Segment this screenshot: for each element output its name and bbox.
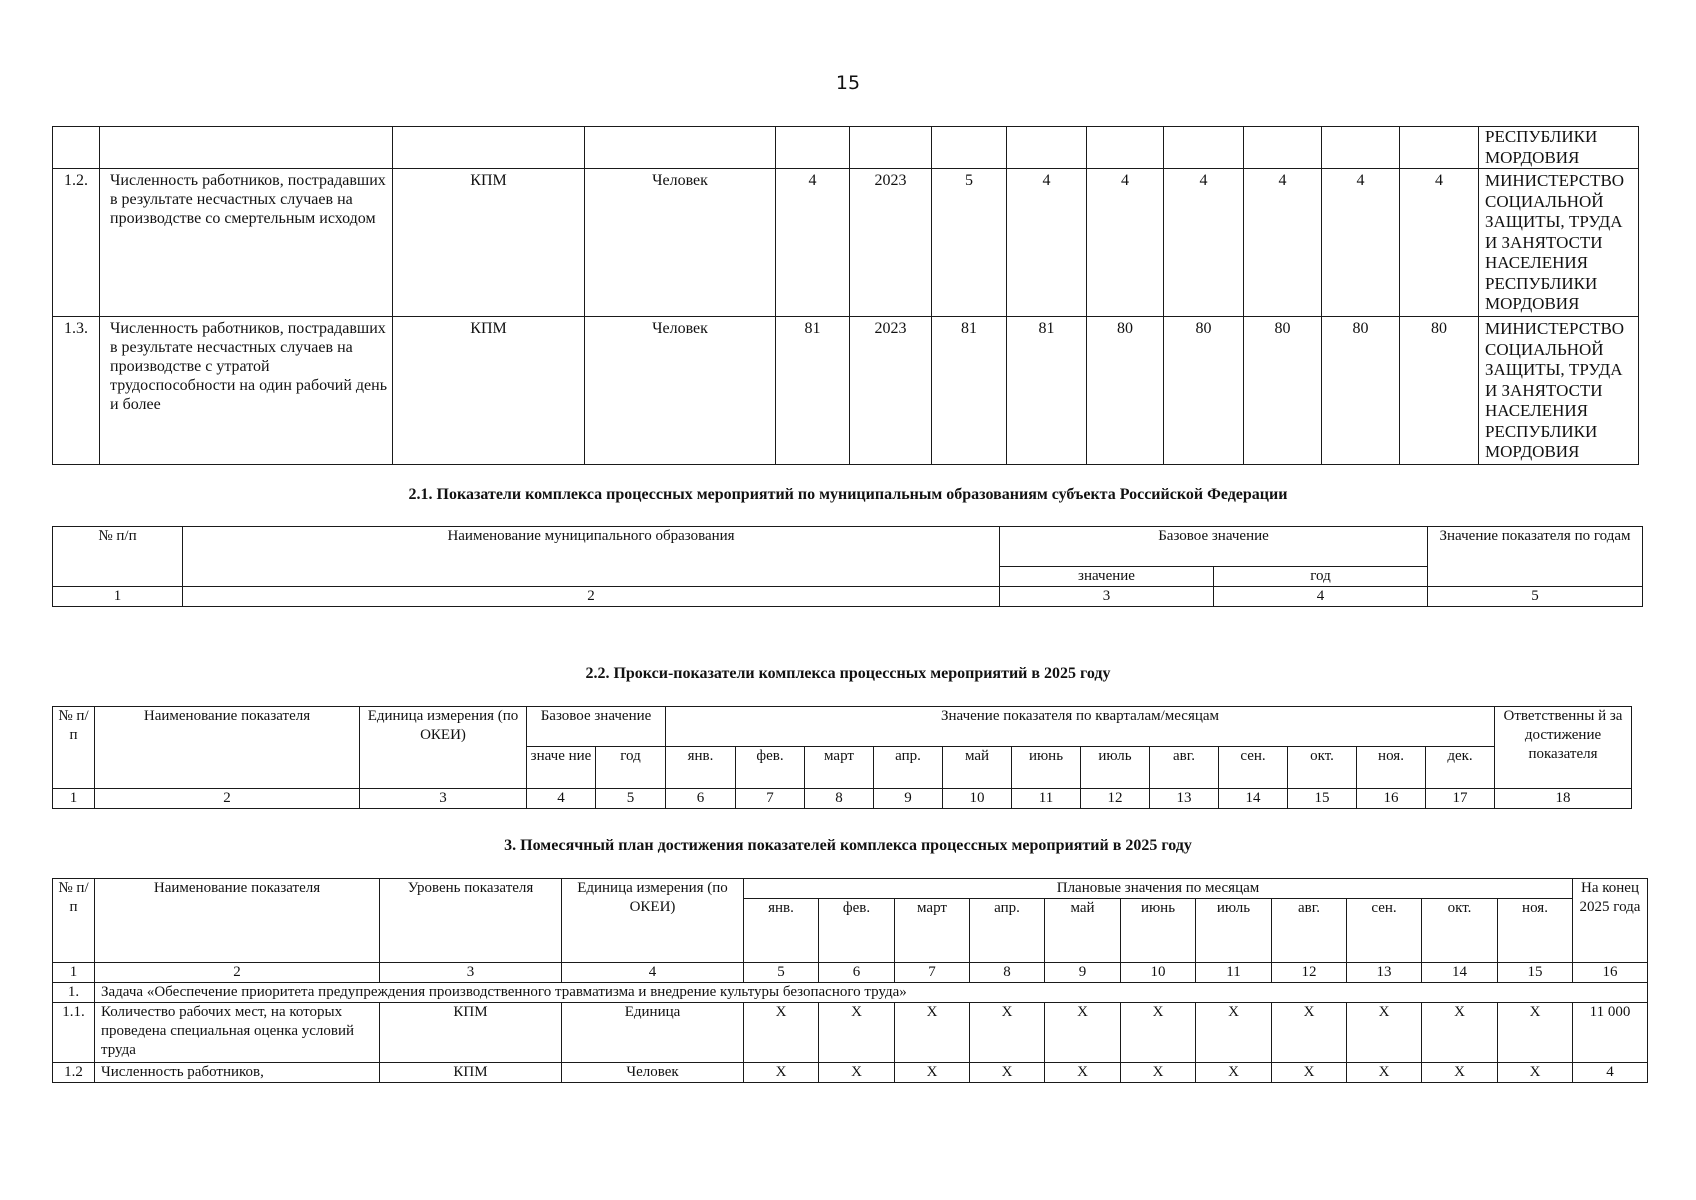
- header-level: Уровень показателя: [380, 879, 562, 963]
- header-end-of-year: На конец 2025 года: [1573, 879, 1648, 963]
- base-year: 2023: [850, 317, 932, 465]
- month-value: X: [744, 1063, 819, 1083]
- column-number: 3: [380, 963, 562, 983]
- header-plan-by-months: Плановые значения по месяцам: [744, 879, 1573, 899]
- header-responsible: Ответственны й за достижение показателя: [1495, 707, 1632, 789]
- year-value: 80: [1322, 317, 1400, 465]
- section-3-title: 3. Помесячный план достижения показателей комплекса процессных мероприятий в 2025 году: [504, 837, 1192, 854]
- header-base-value: Базовое значение: [1000, 527, 1428, 567]
- header-month: фев.: [736, 747, 805, 789]
- header-month: ноя.: [1498, 899, 1573, 963]
- table-row: [53, 1063, 1648, 1083]
- header-month: янв.: [744, 899, 819, 963]
- header-month: сен.: [1219, 747, 1288, 789]
- column-number: 17: [1426, 789, 1495, 809]
- header-month: окт.: [1288, 747, 1357, 789]
- column-number: 15: [1498, 963, 1573, 983]
- end-of-year-value: 11 000: [1573, 1003, 1648, 1063]
- header-month: авг.: [1150, 747, 1219, 789]
- year-value: 80: [1400, 317, 1479, 465]
- header-month: июль: [1081, 747, 1150, 789]
- year-value: 4: [1164, 169, 1244, 317]
- row-number: 1.2: [53, 1063, 95, 1083]
- column-number: 3: [1000, 587, 1214, 607]
- year-value: 80: [1087, 317, 1164, 465]
- header-value: значе ние: [527, 747, 596, 789]
- column-number: 14: [1422, 963, 1498, 983]
- month-value: X: [1121, 1003, 1196, 1063]
- indicator-level: КПМ: [380, 1063, 562, 1083]
- proxy-indicators-table: [52, 706, 1632, 809]
- header-month: июнь: [1121, 899, 1196, 963]
- indicator-unit: Человек: [585, 317, 776, 465]
- task-row: [53, 983, 1648, 1003]
- table-row: [53, 317, 1639, 465]
- column-numbers-row: [53, 587, 1643, 607]
- column-number: 16: [1573, 963, 1648, 983]
- base-value: 81: [776, 317, 850, 465]
- year-value: 4: [1400, 169, 1479, 317]
- indicator-unit: Единица: [562, 1003, 744, 1063]
- header-month: ноя.: [1357, 747, 1426, 789]
- month-value: X: [744, 1003, 819, 1063]
- header-year: год: [1214, 567, 1428, 587]
- month-value: X: [819, 1003, 895, 1063]
- indicator-level: КПМ: [393, 169, 585, 317]
- indicator-unit: Человек: [562, 1063, 744, 1083]
- base-year: 2023: [850, 169, 932, 317]
- header-values-by-years: Значение показателя по годам: [1428, 527, 1643, 587]
- column-number: 2: [95, 963, 380, 983]
- column-number: 4: [1214, 587, 1428, 607]
- indicator-name: Количество рабочих мест, на которых проведена специальная оценка условий труда: [95, 1003, 380, 1063]
- header-month: фев.: [819, 899, 895, 963]
- indicator-level: КПМ: [380, 1003, 562, 1063]
- header-unit: Единица измерения (по ОКЕИ): [360, 707, 527, 789]
- month-value: X: [1045, 1003, 1121, 1063]
- column-number: 7: [736, 789, 805, 809]
- column-number: 6: [666, 789, 736, 809]
- header-month: июнь: [1012, 747, 1081, 789]
- column-number: 12: [1272, 963, 1347, 983]
- header-month: апр.: [970, 899, 1045, 963]
- header-municipality: Наименование муниципального образования: [183, 527, 1000, 587]
- month-value: X: [1121, 1063, 1196, 1083]
- header-num: № п/п: [53, 527, 183, 587]
- column-number: 5: [596, 789, 666, 809]
- column-number: 11: [1012, 789, 1081, 809]
- header-month: март: [805, 747, 874, 789]
- month-value: X: [970, 1003, 1045, 1063]
- column-numbers-row: [53, 963, 1648, 983]
- year-value: 4: [1007, 169, 1087, 317]
- continued-responsible: РЕСПУБЛИКИ МОРДОВИЯ: [1479, 127, 1639, 169]
- header-base-value: Базовое значение: [527, 707, 666, 747]
- column-number: 1: [53, 587, 183, 607]
- month-value: X: [1272, 1003, 1347, 1063]
- header-indicator-name: Наименование показателя: [95, 707, 360, 789]
- indicator-name: Численность работников,: [95, 1063, 380, 1083]
- header-unit: Единица измерения (по ОКЕИ): [562, 879, 744, 963]
- header-value: значение: [1000, 567, 1214, 587]
- month-value: X: [1196, 1003, 1272, 1063]
- column-number: 3: [360, 789, 527, 809]
- section-2-1-title: 2.1. Показатели комплекса процессных мероприятий по муниципальным образованиям субъекта Российской Федерации: [408, 486, 1288, 503]
- month-value: X: [970, 1063, 1045, 1083]
- column-number: 8: [805, 789, 874, 809]
- month-value: X: [1347, 1003, 1422, 1063]
- column-number: 15: [1288, 789, 1357, 809]
- indicator-unit: Человек: [585, 169, 776, 317]
- column-number: 9: [1045, 963, 1121, 983]
- header-month: дек.: [1426, 747, 1495, 789]
- section-2-2-title: 2.2. Прокси-показатели комплекса процессных мероприятий в 2025 году: [585, 665, 1111, 682]
- continued-row: [53, 127, 1639, 169]
- column-numbers-row: [53, 789, 1632, 809]
- year-value: 4: [1244, 169, 1322, 317]
- header-month: май: [943, 747, 1012, 789]
- responsible: МИНИСТЕРСТВО СОЦИАЛЬНОЙ ЗАЩИТЫ, ТРУДА И ЗАНЯТОСТИ НАСЕЛЕНИЯ РЕСПУБЛИКИ МОРДОВИЯ: [1479, 169, 1639, 317]
- year-value: 80: [1164, 317, 1244, 465]
- header-num: № п/ п: [53, 879, 95, 963]
- column-number: 2: [95, 789, 360, 809]
- month-value: X: [1498, 1063, 1573, 1083]
- column-number: 4: [562, 963, 744, 983]
- column-number: 5: [1428, 587, 1643, 607]
- row-number: 1.2.: [53, 169, 100, 317]
- header-month: март: [895, 899, 970, 963]
- header-month: авг.: [1272, 899, 1347, 963]
- row-number: 1.1.: [53, 1003, 95, 1063]
- month-value: X: [819, 1063, 895, 1083]
- year-value: 5: [932, 169, 1007, 317]
- row-number: 1.3.: [53, 317, 100, 465]
- month-value: X: [1045, 1063, 1121, 1083]
- page-number: 15: [835, 72, 861, 94]
- indicators-table: [52, 126, 1639, 465]
- column-number: 1: [53, 963, 95, 983]
- column-number: 6: [819, 963, 895, 983]
- month-value: X: [1347, 1063, 1422, 1083]
- table-row: [53, 1003, 1648, 1063]
- table-row: [53, 169, 1639, 317]
- month-value: X: [1422, 1063, 1498, 1083]
- column-number: 13: [1150, 789, 1219, 809]
- column-number: 14: [1219, 789, 1288, 809]
- header-month: сен.: [1347, 899, 1422, 963]
- column-number: 4: [527, 789, 596, 809]
- header-month: май: [1045, 899, 1121, 963]
- header-month: июль: [1196, 899, 1272, 963]
- month-value: X: [1196, 1063, 1272, 1083]
- indicator-name: Численность работников, пострадавших в результате несчастных случаев на производстве с утратой трудоспособности на один рабочий день и более: [100, 317, 393, 465]
- header-indicator-name: Наименование показателя: [95, 879, 380, 963]
- month-value: X: [1422, 1003, 1498, 1063]
- column-number: 8: [970, 963, 1045, 983]
- header-month: апр.: [874, 747, 943, 789]
- header-num: № п/ п: [53, 707, 95, 789]
- column-number: 2: [183, 587, 1000, 607]
- year-value: 81: [1007, 317, 1087, 465]
- column-number: 11: [1196, 963, 1272, 983]
- column-number: 5: [744, 963, 819, 983]
- column-number: 1: [53, 789, 95, 809]
- header-quarters-months: Значение показателя по кварталам/месяцам: [666, 707, 1495, 747]
- column-number: 7: [895, 963, 970, 983]
- column-number: 9: [874, 789, 943, 809]
- task-title: Задача «Обеспечение приоритета предупреждения производственного травматизма и внедрение культуры безопасного труда»: [95, 983, 1648, 1003]
- column-number: 13: [1347, 963, 1422, 983]
- task-number: 1.: [53, 983, 95, 1003]
- responsible: МИНИСТЕРСТВО СОЦИАЛЬНОЙ ЗАЩИТЫ, ТРУДА И ЗАНЯТОСТИ НАСЕЛЕНИЯ РЕСПУБЛИКИ МОРДОВИЯ: [1479, 317, 1639, 465]
- year-value: 4: [1322, 169, 1400, 317]
- year-value: 4: [1087, 169, 1164, 317]
- municipal-indicators-table: [52, 526, 1643, 607]
- column-number: 10: [943, 789, 1012, 809]
- base-value: 4: [776, 169, 850, 317]
- year-value: 80: [1244, 317, 1322, 465]
- indicator-name: Численность работников, пострадавших в результате несчастных случаев на производстве со смертельным исходом: [100, 169, 393, 317]
- month-value: X: [1498, 1003, 1573, 1063]
- indicator-level: КПМ: [393, 317, 585, 465]
- monthly-plan-table: [52, 878, 1648, 1083]
- header-year: год: [596, 747, 666, 789]
- end-of-year-value: 4: [1573, 1063, 1648, 1083]
- header-month: янв.: [666, 747, 736, 789]
- column-number: 10: [1121, 963, 1196, 983]
- month-value: X: [1272, 1063, 1347, 1083]
- column-number: 12: [1081, 789, 1150, 809]
- column-number: 16: [1357, 789, 1426, 809]
- header-row: [53, 527, 1643, 567]
- month-value: X: [895, 1003, 970, 1063]
- column-number: 18: [1495, 789, 1632, 809]
- year-value: 81: [932, 317, 1007, 465]
- header-month: окт.: [1422, 899, 1498, 963]
- header-row: [53, 707, 1632, 747]
- header-row: [53, 879, 1648, 899]
- month-value: X: [895, 1063, 970, 1083]
